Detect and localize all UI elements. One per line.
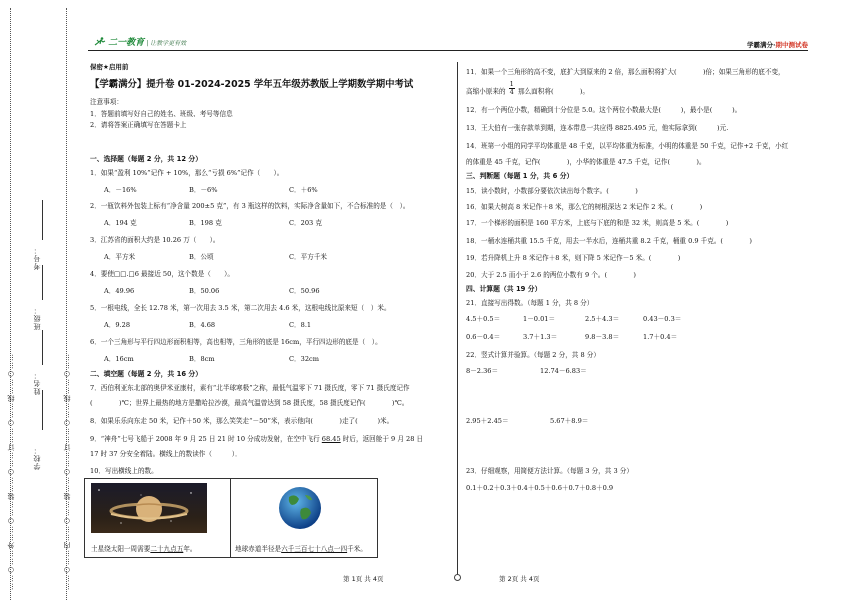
- q10-table: [84, 478, 378, 558]
- q4-option-b[interactable]: B．50.06: [189, 287, 220, 295]
- question-12: 12．有一个两位小数，精确到十分位是 5.0。这个两位小数最大是( )，最小是( )。: [466, 106, 742, 114]
- question-7-line-2: ( )℃；世界上最热的地方是撒哈拉沙漠，最高气温曾达到 58 摄氏度，58 摄氏度记作( )℃。: [90, 399, 409, 407]
- q23-expression: 0.1＋0.2＋0.3＋0.4＋0.5＋0.6＋0.7＋0.8＋0.9: [466, 484, 614, 492]
- page-center-circle: [454, 574, 461, 581]
- field-school-line[interactable]: [42, 390, 43, 430]
- saturn-caption-c: 年。: [183, 545, 197, 553]
- calc-1-2: 1－0.01＝: [523, 315, 556, 323]
- outer-binding-text: ……○……外……○……装……○……订……○……线……○……: [7, 353, 15, 590]
- q5-option-b[interactable]: B．4.68: [189, 321, 216, 329]
- question-15: 15．读小数时，小数部分要依次读出每个数字。( ): [466, 187, 638, 195]
- question-20: 20．大于 2.5 而小于 2.6 的两位小数有 9 个。( ): [466, 271, 636, 279]
- page-title: 【学霸满分】提升卷 01-2024-2025 学年五年级苏教版上学期数学期中考试: [90, 79, 414, 90]
- question-19: 19．若升降机上升 8 米记作＋8 米，则下降 5 米记作－5 米。( ): [466, 254, 681, 262]
- earth-caption-a: 地球赤道半径是: [235, 545, 282, 553]
- q6-option-a[interactable]: A．16cm: [104, 355, 134, 363]
- brand-slogan: | 让教学更有效: [146, 40, 187, 47]
- field-id-line[interactable]: [42, 200, 43, 240]
- question-23: 23．仔细观察，用简便方法计算。（每题 3 分，共 3 分）: [466, 467, 633, 475]
- question-21: 21．直接写出得数。（每题 1 分，共 8 分）: [466, 299, 594, 307]
- question-11-line-1: 11．如果一个三角形的高不变，底扩大到原来的 2 倍，那么面积将扩大( )倍；如果三角形的底不变，: [466, 68, 785, 76]
- q11-fraction: [509, 81, 515, 96]
- field-id-label: 考号：: [33, 246, 41, 270]
- question-9-line-1: [90, 433, 423, 443]
- secret-label: 保密★启用前: [90, 63, 129, 71]
- q4-option-a[interactable]: A．49.96: [104, 287, 135, 295]
- header-rule: [88, 50, 808, 51]
- question-17: 17．一个梯形的面积是 160 平方米，上底与下底的和是 32 米，则高是 5 米。( ): [466, 219, 729, 227]
- calc-1-3: 2.5＋4.3＝: [585, 315, 620, 323]
- q11-fraction-num: 1: [509, 80, 514, 88]
- corner-label: [747, 40, 808, 49]
- question-10: 10．写出横线上的数。: [90, 467, 158, 475]
- calc-1-1: 4.5＋0.5＝: [466, 315, 501, 323]
- question-1: 1．如果“盈利 10%”记作 + 10%，那么“亏损 6%”记作（ ）。: [90, 169, 284, 177]
- q1-option-c[interactable]: C．＋6%: [289, 186, 318, 194]
- section-fill-title: 二、填空题（每题 2 分，共 16 分）: [90, 370, 203, 378]
- question-14-line-1: 14．班第一小组的同学平均体重是 48 千克，以平均体重为标准，小明的体重是 50 千克，记作+2 千克，小红: [466, 142, 789, 150]
- q2-option-a[interactable]: A．194 克: [104, 219, 137, 227]
- page-number-2: 第 2页 共 4页: [499, 575, 540, 583]
- earth-caption: [235, 543, 367, 553]
- section-calc-title: 四、计算题（共 19 分）: [466, 285, 542, 293]
- corner-label-right: 期中测试卷: [775, 41, 808, 49]
- question-22: 22．竖式计算并验算。（每题 2 分，共 8 分）: [466, 351, 600, 359]
- question-8: 8．如果乐乐向东走 50 米，记作＋50 米，那么笑笑走“－50”米，表示他向( )走了( )米。: [90, 417, 394, 425]
- field-name-line[interactable]: [42, 330, 43, 365]
- question-4: 4．要使□□.□6 最接近 50，这个数是（ ）。: [90, 270, 234, 278]
- brand-name: 二一教育: [108, 38, 145, 48]
- q6-option-c[interactable]: C．32cm: [289, 355, 319, 363]
- section-choice-title: 一、选择题（每题 2 分，共 12 分）: [90, 155, 203, 163]
- q9-text-a: 9．“神舟”七号飞船于 2008 年 9 月 25 日 21 时 10 分成功发射，在空中飞行: [90, 435, 322, 443]
- question-13: 13．王大伯有一张存款单到期，连本带息一共应得 8825.495 元，他实际拿到( )元.: [466, 124, 729, 132]
- inner-binding-text: ……○……内……○……装……○……订……○……线……○……: [63, 353, 71, 590]
- question-16: 16．如果大树高 8 米记作＋8 米，那么它的树根深达 2 米记作 2 米。( ): [466, 203, 703, 211]
- notice-1: 1．答题前填写好自己的姓名、班级、考号等信息: [90, 110, 233, 118]
- saturn-image: [91, 483, 207, 533]
- q3-option-c[interactable]: C．平方千米: [289, 253, 328, 261]
- q1-option-a[interactable]: A．－16%: [104, 186, 137, 194]
- q9-underlined-number: 68.45: [321, 435, 341, 443]
- question-14-line-2: 的体重是 45 千克，记作( )，小华的体重是 47.5 千克，记作( )。: [466, 158, 706, 166]
- q9-text-c: 时后，返回舱于 9 月 28 日: [340, 435, 424, 443]
- q5-option-a[interactable]: A．9.28: [104, 321, 131, 329]
- question-11-line-2: [466, 80, 590, 99]
- brand-logo: [94, 35, 186, 48]
- question-6: 6．一个三角形与平行四边形面积相等，高也相等，三角形的底是 16cm，平行四边形的底是（ ）。: [90, 338, 382, 346]
- earth-caption-number: 六千三百七十八点一四: [281, 545, 348, 553]
- saturn-caption-a: 土星绕太阳一周需要: [91, 545, 151, 553]
- saturn-caption: [91, 543, 197, 553]
- question-5: 5．一根电线，全长 12.78 米，第一次用去 3.5 米，第二次用去 4.6 米，这根电线比原来短（ ）米。: [90, 304, 391, 312]
- slogan-text: 让教学更有效: [150, 40, 187, 47]
- q11-fraction-den: 4: [509, 88, 514, 96]
- question-3: 3．江苏省的面积大约是 10.26 万（ ）。: [90, 236, 220, 244]
- earth-icon: [275, 483, 325, 533]
- field-name-label: 姓名：: [33, 371, 41, 395]
- earth-image: [275, 483, 325, 533]
- earth-caption-c: 千米。: [347, 545, 367, 553]
- q11-text-b: 高缩小原来的: [466, 87, 506, 96]
- saturn-icon: [91, 483, 207, 533]
- section-judge-title: 三、判断题（每题 1 分，共 6 分）: [466, 172, 574, 180]
- corner-label-left: 学霸满分·: [747, 41, 776, 49]
- q11-text-c: 那么面积将( )。: [517, 87, 590, 96]
- q6-option-b[interactable]: B．8cm: [189, 355, 215, 363]
- q1-option-b[interactable]: B．－6%: [189, 186, 218, 194]
- saturn-caption-number: 二十九点五: [150, 545, 184, 553]
- vertical-2-1: 2.95＋2.45＝: [466, 417, 509, 425]
- calc-1-4: 0.43－0.3＝: [643, 315, 682, 323]
- q4-option-c[interactable]: C．50.96: [289, 287, 320, 295]
- q10-table-divider: [230, 479, 231, 557]
- vertical-2-2: 5.67＋8.9＝: [550, 417, 589, 425]
- calc-2-3: 9.8－3.8＝: [585, 333, 620, 341]
- binding-strip: [0, 0, 71, 608]
- page-number-1: 第 1页 共 4页: [343, 575, 384, 583]
- field-class-label: 班级：: [33, 306, 41, 330]
- q2-option-b[interactable]: B．198 克: [189, 219, 222, 227]
- notice-title: 注意事项：: [90, 98, 123, 106]
- q5-option-c[interactable]: C．8.1: [289, 321, 312, 329]
- question-9-line-2: 17 时 37 分安全着陆。横线上的数读作（ ）．: [90, 450, 242, 458]
- vertical-1-1: 8－2.36＝: [466, 367, 499, 375]
- notice-2: 2．请将答案正确填写在答题卡上: [90, 121, 187, 129]
- calc-2-1: 0.6－0.4＝: [466, 333, 501, 341]
- q2-option-c[interactable]: C．203 克: [289, 219, 322, 227]
- vertical-1-2: 12.74－6.83＝: [540, 367, 587, 375]
- question-7-line-1: 7．西伯利亚东北部的奥伊米亚康村，素有“北半球寒极”之称，最低气温零下 71 摄氏度，零下 71 摄氏度记作: [90, 384, 410, 392]
- q3-option-a[interactable]: A．平方米: [104, 253, 136, 261]
- column-divider: [457, 62, 458, 580]
- calc-2-2: 3.7＋1.3＝: [523, 333, 558, 341]
- question-2: 2．一瓶饮料外包装上标有“净含量 200±5 克”，有 3 瓶这样的饮料，实际净含量如下，不合标准的是（ ）。: [90, 202, 410, 210]
- question-18: 18．一桶水连桶共重 15.5 千克，用去一半水后，连桶共重 8.2 千克，桶重 0.9 千克。( ): [466, 237, 752, 245]
- field-class-line[interactable]: [42, 265, 43, 300]
- calc-2-4: 1.7＋0.4＝: [643, 333, 678, 341]
- q3-option-b[interactable]: B．公顷: [189, 253, 214, 261]
- field-school-label: 学校：: [33, 446, 41, 470]
- runner-icon: [94, 37, 106, 46]
